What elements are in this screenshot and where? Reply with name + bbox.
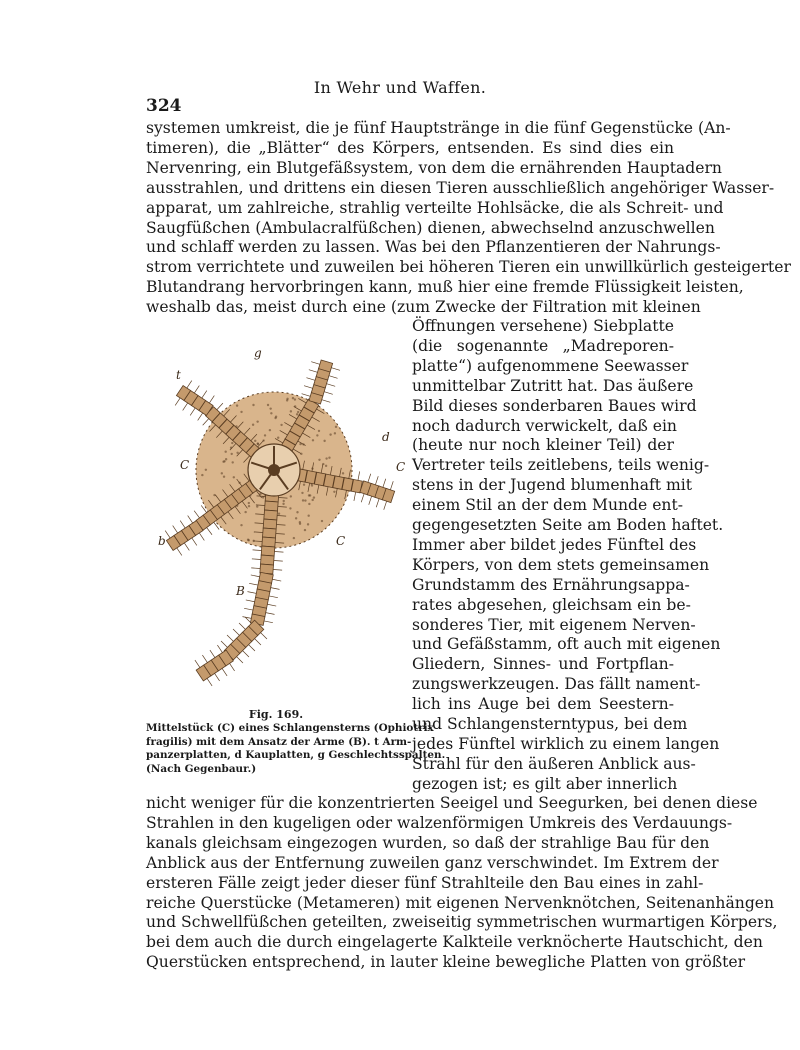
arm-right-spine [354, 492, 356, 501]
arm-lower-spine [261, 633, 267, 639]
arm-upper-right-spine [306, 378, 315, 381]
arm-lower-spine [255, 639, 261, 645]
text-line: Immer aber bildet jedes Fünftel des [412, 535, 697, 554]
arm-lower-plate [263, 528, 277, 538]
disc-spine [290, 495, 292, 497]
text-line: ersteren Fälle zeigt jeder dieser fünf Strahlteile den Bau eines in zahl- [146, 873, 704, 892]
arm-lower-spine [227, 635, 233, 641]
text-line: systemen umkreist, die je fünf Hauptstränge in die fünf Gegenstücke (An- [146, 119, 731, 137]
disc-spine [311, 499, 313, 501]
disc-spine [325, 457, 327, 459]
arm-upper-right-spine [331, 368, 340, 371]
text-line: noch dadurch verwickelt, daß ein [412, 416, 677, 435]
disc-spine [312, 439, 314, 441]
mouth-center [268, 464, 280, 476]
arm-lower-plate [265, 501, 279, 511]
arm-lower-spine [251, 568, 260, 569]
arm-lower-spine [264, 621, 273, 623]
arm-left-spine [207, 528, 212, 535]
text-line: und Schwellfüßchen geteilten, zweiseitig symmetrischen wurmartigen Körpers, [146, 913, 778, 932]
arm-lower-spine [230, 663, 235, 670]
arm-lower-spine [249, 645, 255, 651]
disc-spine [252, 424, 254, 426]
arm-lower-spine [273, 569, 282, 570]
disc-spine [286, 398, 288, 400]
text-line: rates abgesehen, gleichsam ein be- [412, 595, 691, 614]
disc-spine [252, 404, 254, 406]
figure-caption-line: (Nach Gegenbaur.) [146, 762, 257, 775]
disc-spine [301, 492, 303, 494]
arm-right-spine [368, 474, 371, 483]
disc-spine [289, 507, 291, 509]
arm-upper-left-spine [187, 381, 192, 388]
arm-lower-plate [264, 510, 278, 520]
disc-spine [321, 520, 323, 522]
arm-lower-spine [266, 613, 275, 615]
arm-upper-right-spine [324, 392, 333, 395]
text-line: Saugfüßchen (Ambulacralfüßchen) dienen, abwechselnd anzuschwellen [146, 218, 715, 237]
disc-spine [221, 472, 223, 474]
text-line: und Gefäßstamm, oft auch mit eigenen [412, 635, 721, 654]
arm-lower-plate [263, 519, 277, 529]
disc-spine [270, 412, 272, 414]
arm-lower-spine [244, 608, 253, 610]
arm-lower-spine [202, 655, 207, 662]
arm-upper-left-spine [202, 391, 207, 398]
disc-spine [334, 432, 336, 434]
arm-lower-spine [243, 651, 249, 657]
running-title: In Wehr und Waffen. [313, 78, 487, 97]
figure-caption-line: fragilis) mit dem Ansatz der Arme (B). t Arm- [146, 735, 412, 748]
text-line: nicht weniger für die konzentrierten Seeigel und Seegurken, bei denen diese [146, 794, 758, 812]
figure-label-b-arm: B [236, 584, 245, 598]
disc-spine [303, 484, 305, 486]
arm-right-spine [358, 471, 360, 480]
text-line: kanals gleichsam eingezogen wurden, so daß der strahlige Bau für den [146, 833, 710, 852]
disc-spine [274, 417, 276, 419]
arm-left-spine [194, 511, 199, 518]
text-line: gezogen ist; es gilt aber innerlich [412, 774, 678, 793]
arm-upper-right-spine [327, 384, 336, 387]
arm-lower-spine [239, 623, 245, 629]
arm-right-spine [384, 501, 387, 510]
arm-lower-spine [207, 678, 212, 685]
disc-spine [257, 442, 259, 444]
arm-lower-spine [217, 645, 222, 652]
figure-title: Fig. 169. [248, 708, 304, 721]
arm-lower-spine [195, 660, 200, 667]
brittle-star-illustration [146, 338, 406, 700]
disc-spine [256, 505, 258, 507]
disc-spine [233, 476, 235, 478]
disc-spine [329, 433, 331, 435]
text-line: einem Stil an der dem Munde ent- [412, 496, 684, 515]
arm-lower-spine [210, 650, 215, 657]
arm-left-spine [165, 531, 170, 538]
disc-spine [231, 442, 233, 444]
disc-spine [231, 453, 233, 455]
arm-left-spine [184, 543, 189, 550]
disc-spine [294, 398, 296, 400]
arm-right-spine [375, 476, 378, 485]
disc-spine [290, 410, 292, 412]
disc-spine [254, 440, 256, 442]
disc-spine [323, 440, 325, 442]
arm-lower-spine [271, 588, 280, 590]
disc-spine [280, 424, 282, 426]
disc-spine [269, 407, 271, 409]
text-line: strom verrichtete und zuweilen bei höheren Tieren ein unwillkürlich gesteigerter [146, 258, 791, 277]
disc-spine [224, 450, 226, 452]
arm-lower-spine [269, 596, 278, 598]
arm-lower-spine [249, 583, 258, 585]
disc-spine [256, 420, 258, 422]
disc-spine [293, 537, 295, 539]
disc-spine [248, 505, 250, 507]
text-line: Anblick aus der Entfernung zuweilen ganz verschwindet. Im Extrem der [146, 853, 719, 872]
arm-upper-left-spine [203, 419, 209, 426]
disc-spine [232, 461, 234, 463]
arm-lower-spine [253, 550, 262, 551]
arm-upper-right-spine [322, 400, 331, 403]
text-line: Strahl für den äußeren Anblick aus- [412, 754, 696, 773]
arm-right-spine [390, 481, 393, 490]
arm-left-spine [177, 548, 182, 555]
text-line: Öffnungen versehene) Siebplatte [412, 317, 674, 335]
disc-spine [240, 411, 242, 413]
text-line: weshalb das, meist durch eine (zum Zwecke der Filtration mit kleinen [146, 298, 701, 317]
disc-spine [248, 502, 250, 504]
disc-spine [307, 523, 309, 525]
text-line: Bild dieses sonderbaren Baues wird [412, 396, 697, 415]
arm-upper-right-spine [302, 394, 311, 397]
figure-caption-line: panzerplatten, d Kauplatten, g Geschlechtsspalten. [146, 749, 446, 761]
arm-upper-right-spine [304, 386, 313, 389]
arm-lower-plate [261, 555, 275, 565]
text-line: bei dem auch die durch eingelagerte Kalkteile verknöcherte Hautschicht, den [146, 933, 763, 952]
disc-spine [308, 503, 310, 505]
text-line: Körpers, von dem stets gemeinsamen [412, 555, 710, 574]
disc-spine [318, 459, 320, 461]
arm-right-spine [376, 499, 379, 508]
text-line: timeren), die „Blätter“ des Körpers, entsenden. Es sind dies ein [146, 138, 674, 157]
text-line: (heute nur noch kleiner Teil) der [412, 436, 674, 455]
figure-label-c-right: C [396, 460, 406, 474]
text-line: lich ins Auge bei dem Seestern- [412, 695, 674, 714]
disc-spine [240, 524, 242, 526]
arm-left-spine [180, 521, 185, 528]
disc-spine [223, 460, 225, 462]
disc-spine [325, 465, 327, 467]
arm-lower-spine [252, 559, 261, 560]
arm-lower-spine [215, 673, 220, 680]
text-line: platte“) aufgenommene Seewasser [412, 356, 689, 375]
page-number: 324 [146, 96, 182, 116]
disc-spine [201, 474, 203, 476]
arm-upper-right-spine [309, 370, 318, 373]
text-line: ausstrahlen, und drittens ein diesen Tieren ausschließlich angehöriger Wasser- [146, 178, 775, 197]
disc-spine [304, 499, 306, 501]
disc-spine [283, 500, 285, 502]
disc-spine [335, 426, 337, 428]
text-line: reiche Querstücke (Metameren) mit eigenen Nervenknötchen, Seitenanhängen [146, 893, 775, 912]
arm-left-spine [188, 516, 193, 523]
figure-label-c-left: C [180, 458, 190, 472]
arm-lower-spine [221, 641, 227, 647]
disc-spine [205, 469, 207, 471]
arm-lower-plate [261, 546, 275, 556]
disc-spine [278, 513, 280, 515]
text-line: stens in der Jugend blumenhaft mit [412, 476, 693, 495]
disc-spine [267, 404, 269, 406]
figure-brittle-star [146, 338, 406, 700]
arm-lower-spine [237, 657, 243, 663]
text-line: jedes Fünftel wirklich zu einem langen [412, 734, 720, 753]
arm-lower-spine [267, 604, 276, 606]
figure-label-d: d [382, 430, 390, 444]
arm-upper-left-spine [175, 398, 180, 405]
text-line: Blutandrang hervorbringen kann, muß hier eine fremde Flüssigkeit leisten, [146, 278, 744, 297]
text-line: gegengesetzten Seite am Boden haftet. [412, 516, 724, 534]
text-line: apparat, um zahlreiche, strahlig verteilte Hohlsäcke, die als Schreit- und [146, 198, 724, 217]
arm-lower-spine [246, 600, 255, 602]
text-line: Gliedern, Sinnes- und Fortpflan- [412, 655, 674, 674]
arm-upper-right-spine [311, 362, 320, 365]
text-line: unmittelbar Zutritt hat. Das äußere [412, 376, 694, 395]
disc-spine [244, 511, 246, 513]
arm-lower-spine [222, 668, 227, 675]
arm-lower-spine [247, 592, 256, 594]
disc-spine [307, 515, 309, 517]
figure-label-c-lower: C [336, 534, 346, 548]
disc-spine [296, 413, 298, 415]
figure-label-b: b [158, 534, 166, 548]
disc-spine [282, 503, 284, 505]
disc-spine [302, 499, 304, 501]
arm-upper-left-spine [183, 403, 188, 410]
figure-caption-line: Mittelstück (C) eines Schlangensterns (Ophiotrix [146, 722, 434, 734]
disc-spine [309, 494, 311, 496]
disc-spine [313, 496, 315, 498]
disc-spine [264, 434, 266, 436]
disc-spine [328, 457, 330, 459]
arm-right-spine [361, 494, 364, 503]
disc-spine [223, 476, 225, 478]
arm-lower-spine [274, 560, 283, 561]
disc-spine [333, 491, 335, 493]
disc-spine [269, 429, 271, 431]
arm-upper-left-spine [209, 396, 214, 403]
arm-upper-left-spine [194, 386, 199, 393]
arm-left-spine [199, 533, 204, 540]
disc-spine [342, 472, 344, 474]
text-line: zungswerkzeugen. Das fällt nament- [412, 675, 701, 694]
disc-spine [297, 411, 299, 413]
arm-lower-spine [242, 617, 251, 619]
arm-upper-right-spine [329, 376, 338, 379]
disc-spine [225, 458, 227, 460]
arm-lower-spine [274, 551, 283, 552]
disc-spine [295, 517, 297, 519]
arm-upper-left-spine [198, 413, 203, 420]
disc-spine [316, 434, 318, 436]
text-line: Grundstamm des Ernährungsappa- [412, 575, 690, 594]
disc-spine [304, 529, 306, 531]
arm-right-spine [369, 496, 372, 505]
text-line: sonderes Tier, mit eigenem Nerven- [412, 615, 696, 634]
arm-upper-left-spine [217, 403, 223, 410]
text-line: und Schlangensterntypus, bei dem [412, 715, 688, 733]
disc-spine [277, 437, 279, 439]
disc-spine [299, 523, 301, 525]
text-line: und schlaff werden zu lassen. Was bei den Pflanzentieren der Nahrungs- [146, 238, 721, 257]
text-line: Querstücken entsprechend, in lauter kleine bewegliche Platten von größter [146, 953, 746, 972]
text-line: Nervenring, ein Blutgefäßsystem, von dem die ernährenden Hauptadern [146, 158, 722, 177]
figure-label-t: t [176, 368, 181, 382]
arm-lower-spine [233, 629, 239, 635]
arm-lower-plate [262, 537, 276, 547]
figure-label-g: g [254, 346, 262, 360]
disc-spine [236, 404, 238, 406]
text-line: Strahlen in den kugeligen oder walzenförmigen Umkreis des Verdauungs- [146, 813, 733, 832]
disc-spine [236, 452, 238, 454]
disc-spine [292, 397, 294, 399]
arm-lower-spine [272, 579, 281, 581]
arm-right-spine [383, 479, 386, 488]
text-line: Vertreter teils zeitlebens, teils wenig- [412, 456, 710, 475]
arm-left-spine [192, 538, 197, 545]
disc-spine [318, 430, 320, 432]
figure-caption [146, 722, 446, 776]
arm-lower-spine [251, 575, 260, 577]
arm-upper-left-spine [190, 408, 195, 415]
text-line: (die sogenannte „Madreporen- [412, 336, 674, 355]
disc-spine [296, 511, 298, 513]
disc-spine [248, 539, 250, 541]
arm-left-spine [173, 526, 178, 533]
